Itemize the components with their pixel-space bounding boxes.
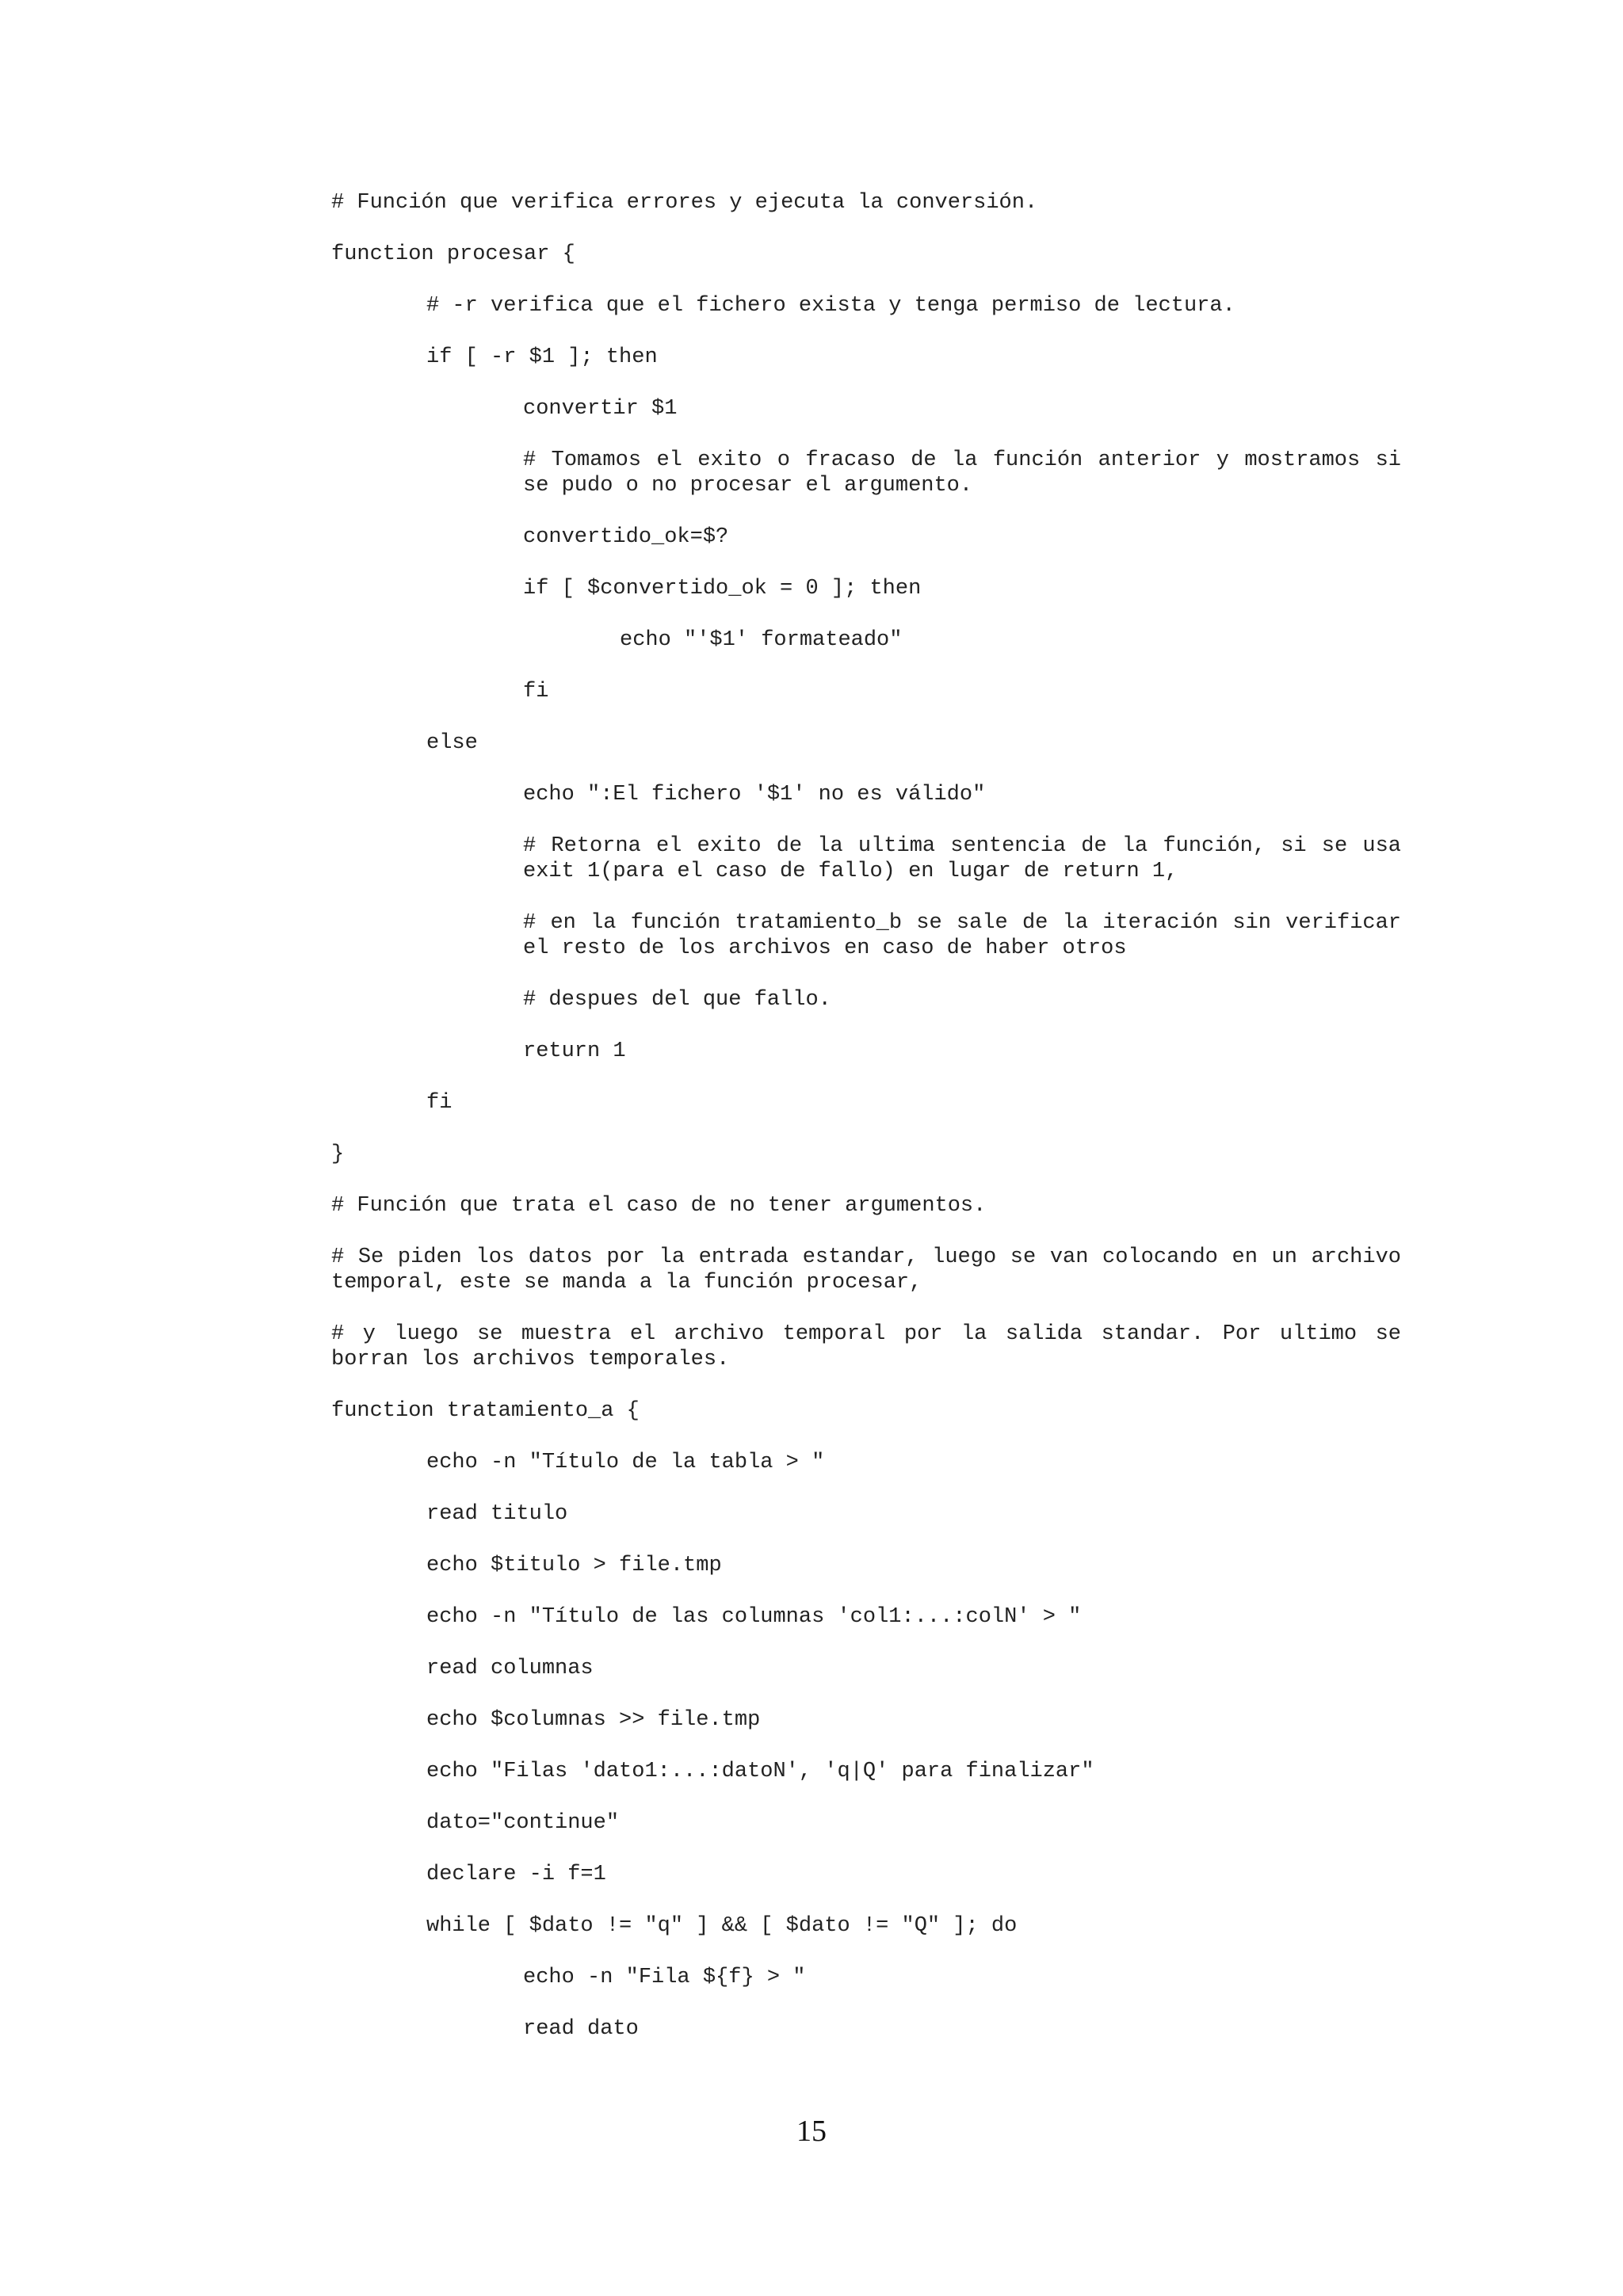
code-line: else — [426, 731, 478, 755]
code-line: echo $titulo > file.tmp — [426, 1554, 722, 1577]
page-number: 15 — [796, 2115, 827, 2148]
code-line: # y luego se muestra el archivo temporal por la salida standar. Por ultimo se borran los archivos temporales. — [331, 1322, 1415, 1371]
code-line: read dato — [523, 2017, 639, 2041]
code-line: echo -n "Título de las columnas 'col1:...:colN' > " — [426, 1605, 1082, 1629]
code-line: echo "'$1' formateado" — [620, 628, 903, 652]
code-listing — [331, 190, 1415, 2068]
code-line: # Tomamos el exito o fracaso de la función anterior y mostramos si se pudo o no procesar el argumento. — [523, 448, 1415, 498]
code-line: function tratamiento_a { — [331, 1399, 640, 1423]
code-line: dato="continue" — [426, 1811, 620, 1835]
code-line: # Retorna el exito de la ultima sentencia de la función, si se usa exit 1(para el caso de fallo) en lugar de return 1, — [523, 834, 1415, 883]
code-line: # Función que verifica errores y ejecuta la conversión. — [331, 191, 1038, 215]
code-line: while [ $dato != "q" ] && [ $dato != "Q" ]; do — [426, 1914, 1018, 1938]
code-line: read columnas — [426, 1657, 594, 1680]
code-line: # -r verifica que el fichero exista y tenga permiso de lectura. — [426, 294, 1235, 318]
code-line: echo -n "Título de la tabla > " — [426, 1451, 825, 1474]
code-line: fi — [523, 680, 549, 704]
code-line: # en la función tratamiento_b se sale de la iteración sin verificar el resto de los archivos en caso de haber otros — [523, 911, 1415, 960]
code-line: echo $columnas >> file.tmp — [426, 1708, 761, 1732]
code-line: # Se piden los datos por la entrada estandar, luego se van colocando en un archivo temporal, este se manda a la función procesar, — [331, 1245, 1415, 1295]
code-line: if [ -r $1 ]; then — [426, 345, 658, 369]
code-line: fi — [426, 1091, 453, 1115]
code-line: read titulo — [426, 1502, 568, 1526]
code-line: convertido_ok=$? — [523, 525, 729, 549]
code-line: function procesar { — [331, 242, 575, 266]
code-line: # despues del que fallo. — [523, 988, 831, 1012]
code-line: echo ":El fichero '$1' no es válido" — [523, 783, 986, 807]
code-line: declare -i f=1 — [426, 1863, 606, 1886]
code-line: echo -n "Fila ${f} > " — [523, 1966, 806, 1989]
code-line: } — [331, 1142, 345, 1166]
code-line: if [ $convertido_ok = 0 ]; then — [523, 577, 922, 601]
code-line: echo "Filas 'dato1:...:datoN', 'q|Q' para finalizar" — [426, 1760, 1094, 1783]
code-line: # Función que trata el caso de no tener argumentos. — [331, 1194, 987, 1218]
code-line: return 1 — [523, 1039, 626, 1063]
code-line: convertir $1 — [523, 397, 678, 421]
